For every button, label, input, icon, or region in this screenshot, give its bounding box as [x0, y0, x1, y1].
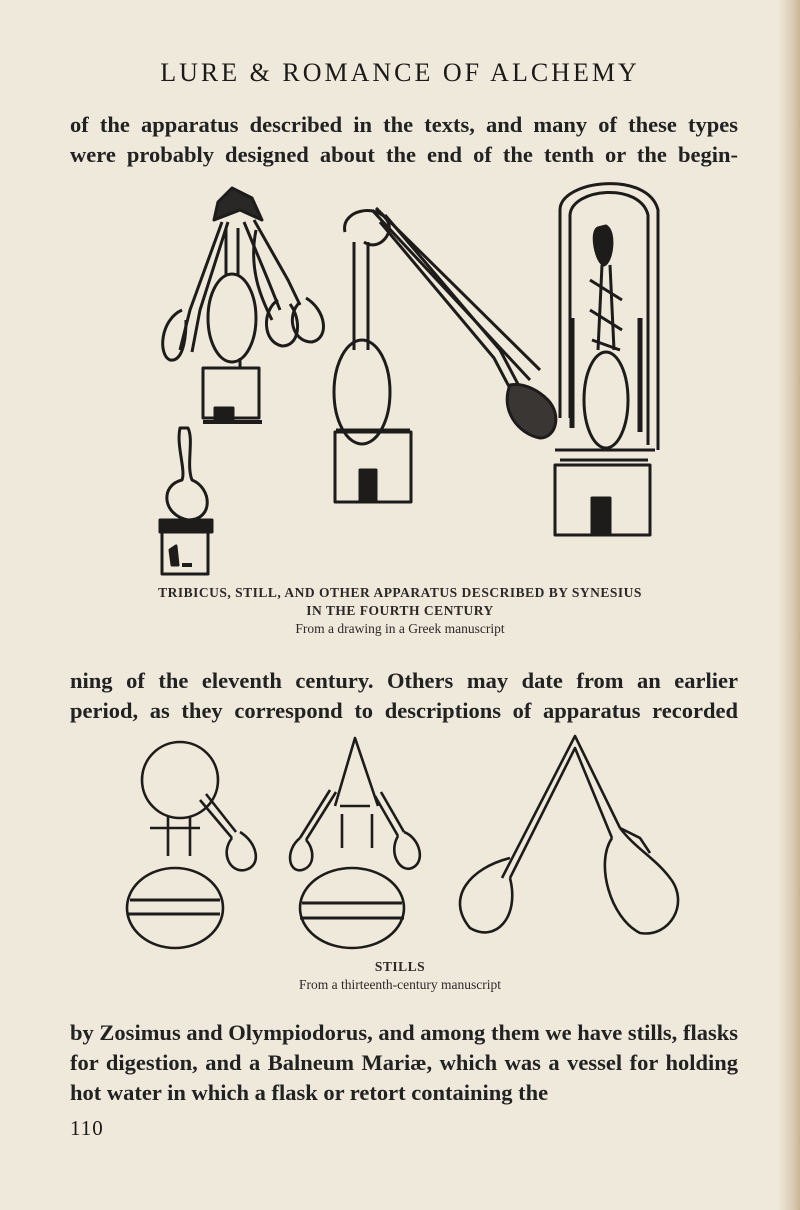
paragraph-3: by Zosimus and Olympiodorus, and among them we have stills, flasks for digestion, and a Balneum Mariæ, which was a vessel for holding hot water in which a flask or retort containing the: [70, 1020, 738, 1105]
page-number: 110: [70, 1116, 104, 1140]
figure-1-source: From a drawing in a Greek manuscript: [295, 621, 505, 636]
paragraph-2: [70, 666, 738, 726]
figure-2-source: From a thirteenth-century manuscript: [298, 977, 502, 992]
retort-frame-illustration: [555, 184, 658, 535]
paragraph-1-line-1: of the apparatus described in the texts, and many of these types: [70, 112, 738, 137]
running-title: LURE & ROMANCE OF ALCHEMY: [160, 58, 640, 87]
figure-2-caption-title: STILLS: [374, 959, 426, 974]
figure-1-caption-line-2: IN THE FOURTH CENTURY: [306, 603, 494, 618]
still-illustration: [334, 208, 556, 502]
still-3-illustration: [460, 736, 678, 933]
tribicus-illustration: [163, 188, 324, 422]
figure-1-caption: [0, 584, 800, 638]
paragraph-1-line-2: were probably designed about the end of the tenth or the begin-: [70, 142, 738, 167]
still-1-illustration: [127, 742, 256, 948]
stills-drawing: [0, 728, 800, 953]
small-flask-illustration: [160, 428, 212, 574]
synesius-apparatus-drawing: [0, 170, 800, 585]
figure-1-caption-line-1: TRIBICUS, STILL, AND OTHER APPARATUS DESCRIBED BY SYNESIUS: [158, 585, 642, 600]
figure-stills: [0, 728, 800, 953]
figure-synesius-apparatus: [0, 170, 800, 585]
paragraph-1: [70, 110, 738, 170]
figure-2-caption: [0, 958, 800, 994]
paragraph-2-line-2: period, as they correspond to descriptions of apparatus recorded: [70, 698, 738, 723]
still-2-illustration: [290, 738, 420, 948]
paragraph-2-line-1: ning of the eleventh century. Others may date from an earlier: [70, 668, 738, 693]
